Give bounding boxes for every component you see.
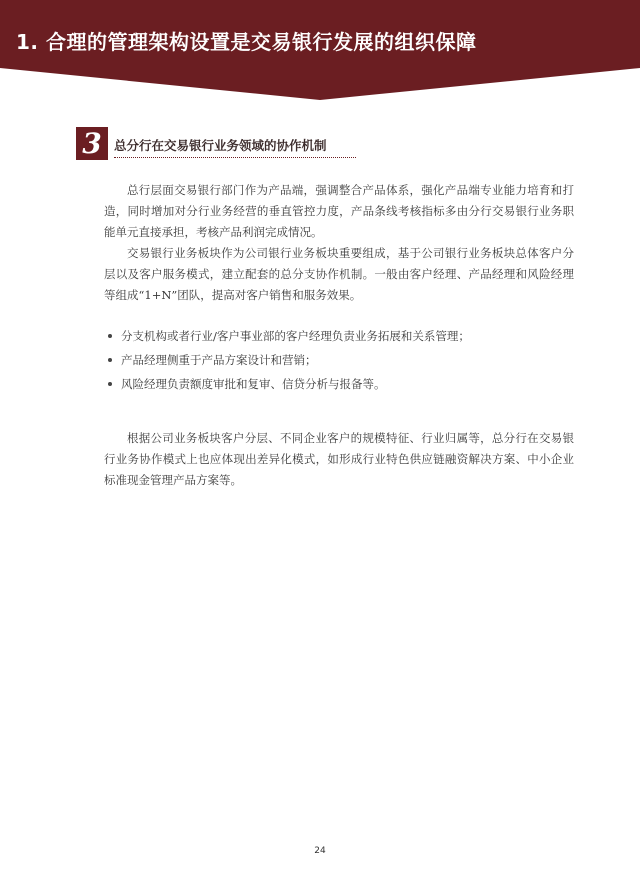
page-number: 24 bbox=[314, 846, 326, 856]
list-item-text: 分支机构或者行业/客户事业部的客户经理负责业务拓展和关系管理； bbox=[121, 329, 470, 343]
bullet-dot-icon bbox=[108, 334, 112, 338]
section-title: 总分行在交易银行业务领域的协作机制 bbox=[114, 138, 327, 153]
list-item-text: 风险经理负责额度审批和复审、信贷分析与报备等。 bbox=[121, 377, 386, 391]
paragraph-3 bbox=[104, 428, 574, 491]
paragraph-2-text: 交易银行业务板块作为公司银行业务板块重要组成，基于公司银行业务板块总体客户分层以及客户服务模式，建立配套的总分支协作机制。一般由客户经理、产品经理和风险经理等组成“1+N”团队，提高对客户销售和服务效果。 bbox=[104, 246, 574, 302]
bullet-dot-icon bbox=[108, 382, 112, 386]
page-title: 1. 合理的管理架构设置是交易银行发展的组织保障 bbox=[16, 30, 477, 54]
section-divider bbox=[114, 157, 356, 158]
list-item bbox=[108, 348, 578, 372]
list-item-text: 产品经理侧重于产品方案设计和营销； bbox=[121, 353, 317, 367]
paragraph-2 bbox=[104, 243, 574, 306]
paragraph-1 bbox=[104, 180, 574, 243]
list-item bbox=[108, 324, 578, 348]
section-number-badge: 3 bbox=[76, 127, 108, 160]
list-item bbox=[108, 372, 578, 396]
paragraph-3-text: 根据公司业务板块客户分层、不同企业客户的规模特征、行业归属等，总分行在交易银行业务协作模式上也应体现出差异化模式，如形成行业特色供应链融资解决方案、中小企业标准现金管理产品方案等。 bbox=[104, 431, 574, 487]
header-banner bbox=[0, 0, 640, 100]
bullet-dot-icon bbox=[108, 358, 112, 362]
bullet-list bbox=[108, 324, 578, 396]
paragraph-1-text: 总行层面交易银行部门作为产品端，强调整合产品体系，强化产品端专业能力培育和打造，同时增加对分行业务经营的垂直管控力度，产品条线考核指标多由分行交易银行业务职能单元直接承担，考核产品利润完成情况。 bbox=[104, 183, 574, 239]
section-header bbox=[76, 127, 356, 163]
